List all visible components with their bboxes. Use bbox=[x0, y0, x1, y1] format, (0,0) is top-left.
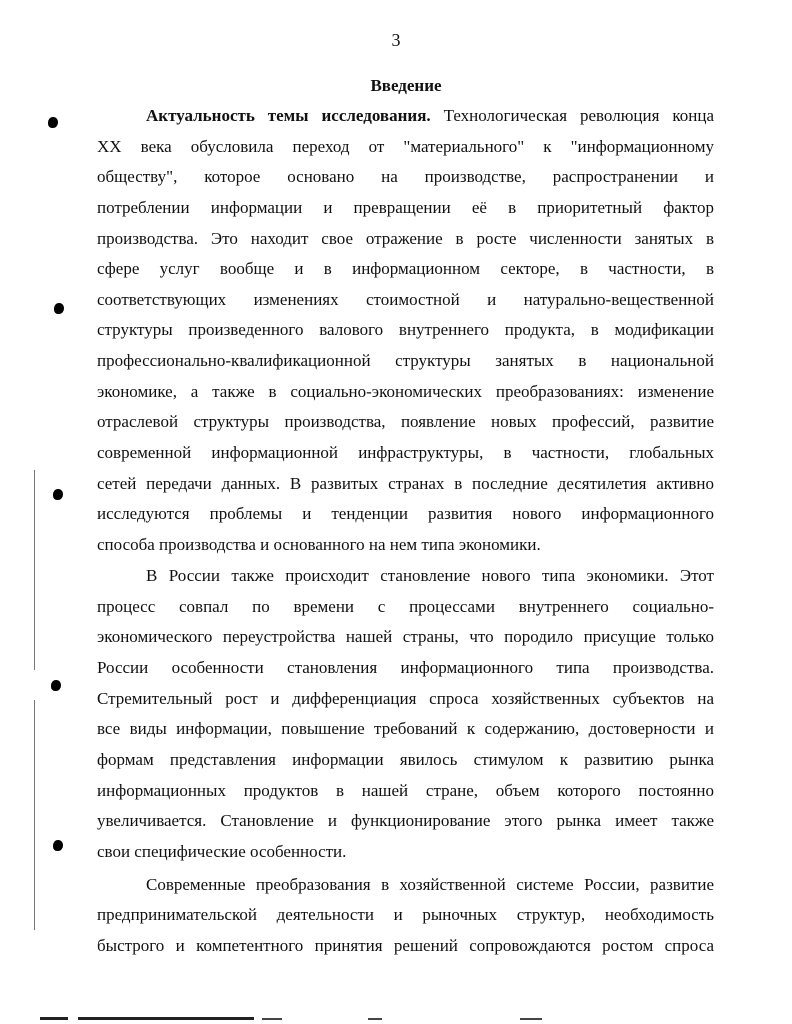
section-title: Введение bbox=[370, 76, 442, 95]
scan-bottom-mark bbox=[262, 1018, 282, 1020]
text-line: Стремительный рост и дифференциация спроса хозяйственных субъектов на bbox=[97, 689, 714, 708]
margin-bullet-icon bbox=[53, 840, 63, 851]
text-line: потреблении информации и превращении её в приоритетный фактор bbox=[97, 198, 714, 217]
margin-bullet-icon bbox=[53, 489, 63, 500]
text-line: соответствующих изменениях стоимостной и натурально-вещественной bbox=[97, 290, 714, 309]
scan-bottom-mark bbox=[520, 1018, 542, 1020]
margin-bullet-icon bbox=[54, 303, 64, 314]
text-line: исследуются проблемы и тенденции развития нового информационного bbox=[97, 504, 714, 523]
text-line: Актуальность темы исследования. Технологическая революция конца bbox=[146, 106, 715, 125]
text-line: предпринимательской деятельности и рыночных структур, необходимость bbox=[97, 905, 714, 924]
text-line: формам представления информации явилось стимулом к развитию рынка bbox=[97, 750, 714, 769]
margin-bullet-icon bbox=[48, 117, 58, 128]
text-line: Современные преобразования в хозяйственной системе России, развитие bbox=[146, 875, 714, 894]
text-line: экономического переустройства нашей страны, что породило присущие только bbox=[97, 627, 714, 646]
text-line: обществу", которое основано на производстве, распространении и bbox=[97, 167, 714, 186]
text-line: информационных продуктов в нашей стране, объем которого постоянно bbox=[97, 781, 714, 800]
page-number: 3 bbox=[391, 30, 401, 50]
scan-bottom-mark bbox=[368, 1018, 382, 1020]
text-line: способа производства и основанного на нем типа экономики. bbox=[97, 535, 541, 554]
text-line: отраслевой структуры производства, появление новых профессий, развитие bbox=[97, 412, 714, 431]
paragraph-lead: Актуальность темы исследования. bbox=[146, 106, 431, 125]
text-line: увеличивается. Становление и функционирование этого рынка имеет также bbox=[97, 811, 714, 830]
text-line: быстрого и компетентного принятия решений сопровождаются ростом спроса bbox=[97, 936, 714, 955]
text-line: современной информационной инфраструктуры, в частности, глобальных bbox=[97, 443, 714, 462]
text-line: процесс совпал по времени с процессами внутреннего социально- bbox=[97, 597, 714, 616]
text-line: экономике, а также в социально-экономических преобразованиях: изменение bbox=[97, 382, 714, 401]
text-line: производства. Это находит свое отражение в росте численности занятых в bbox=[97, 229, 714, 248]
scan-bottom-mark bbox=[40, 1017, 68, 1020]
margin-bullet-icon bbox=[51, 680, 61, 691]
text-line: В России также происходит становление нового типа экономики. Этот bbox=[146, 566, 714, 585]
text-line: сфере услуг вообще и в информационном секторе, в частности, в bbox=[97, 259, 714, 278]
text-line: XX века обусловила переход от "материального" к "информационному bbox=[97, 137, 714, 156]
scan-margin-line bbox=[34, 700, 35, 930]
scan-margin-line bbox=[34, 470, 35, 670]
text-line: структуры произведенного валового внутреннего продукта, в модификации bbox=[97, 320, 714, 339]
text-line: все виды информации, повышение требований к содержанию, достоверности и bbox=[97, 719, 714, 738]
text-line: свои специфические особенности. bbox=[97, 842, 347, 861]
scan-bottom-mark bbox=[78, 1017, 254, 1020]
text-line: профессионально-квалификационной структуры занятых в национальной bbox=[97, 351, 714, 370]
text-line: сетей передачи данных. В развитых странах в последние десятилетия активно bbox=[97, 474, 714, 493]
text-line: России особенности становления информационного типа производства. bbox=[97, 658, 714, 677]
